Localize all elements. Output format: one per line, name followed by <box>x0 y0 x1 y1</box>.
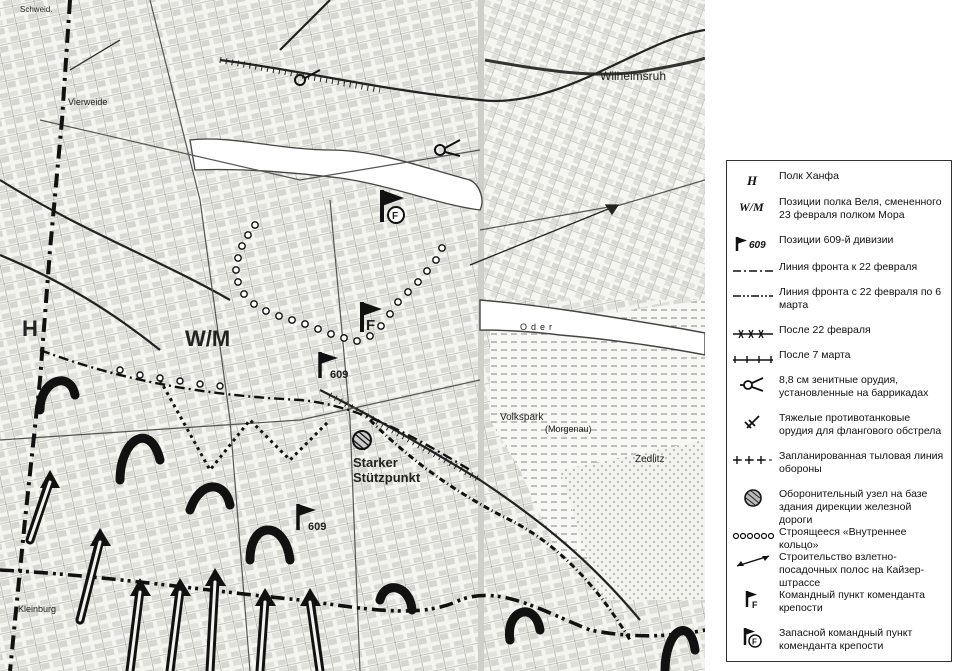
dashdotdot-line-icon <box>727 283 779 309</box>
legend-item-inner-ring <box>727 523 951 551</box>
legend-item-railway-node <box>727 485 951 526</box>
legend-text: 8,8 см зенитные орудия, установленные на баррикадах <box>779 374 929 399</box>
legend-item-front-feb22-mar6 <box>727 283 951 321</box>
legend-item-after-feb22 <box>727 321 951 346</box>
district-label-morgenau: (Morgenau) <box>545 424 592 434</box>
pf-circle-icon <box>727 624 779 650</box>
cross-line-icon <box>727 321 779 347</box>
svg-text:609: 609 <box>749 240 766 251</box>
district-label-wilhelmsruh: Wilhelmsruh <box>600 69 667 83</box>
legend-text: Запланированная тыловая линия обороны <box>779 450 944 475</box>
hatched-circle-icon <box>727 485 779 511</box>
stronghold-label-line1: Starker <box>353 455 398 470</box>
legend-item-command-post <box>727 586 951 624</box>
flak-gun-icon <box>727 371 779 397</box>
legend-text: Позиции 609-й дивизии <box>779 234 894 246</box>
legend-item-609 <box>727 231 951 258</box>
plus-line-icon <box>727 447 779 473</box>
legend-text: Командный пункт коменданта крепости <box>779 589 925 614</box>
river-label-oder: Oder <box>520 322 557 332</box>
district-label-kleinburg: Kleinburg <box>18 604 57 614</box>
pf-icon <box>727 586 779 612</box>
legend-item-runway <box>727 548 951 589</box>
legend-text: Линия фронта с 22 февраля по 6 марта <box>779 286 942 311</box>
wm-icon <box>727 193 779 219</box>
dashdot-line-icon <box>727 258 779 284</box>
legend-text: После 7 марта <box>779 349 851 361</box>
p609-icon <box>727 231 779 257</box>
legend-text: Строительство взлетно-посадочных полос на Кайзер-штрассе <box>779 551 925 589</box>
legend-item-hanf <box>727 167 951 193</box>
legend-item-front-feb22 <box>727 258 951 283</box>
legend-text: Полк Ханфа <box>779 170 839 182</box>
legend-text: Тяжелые противотанковые орудия для флангового обстрела <box>779 412 942 437</box>
legend-item-reserve-command-post <box>727 624 951 662</box>
legend-text: Строящееся «Внутреннее кольцо» <box>779 526 907 551</box>
legend-item-wm <box>727 193 951 231</box>
unit-label-h: H <box>22 316 38 341</box>
svg-text:W/M: W/M <box>739 200 764 214</box>
unit-label-609-south: 609 <box>308 521 327 533</box>
legend-item-after-mar7 <box>727 346 951 371</box>
svg-text:H: H <box>747 173 758 188</box>
legend-text: Запасной командный пункт коменданта крепости <box>779 627 913 652</box>
unit-label-wm: W/M <box>185 326 231 351</box>
circle-chain-icon <box>727 523 779 549</box>
command-post-label: F <box>366 317 376 334</box>
antitank-icon <box>727 409 779 435</box>
tick-line-icon <box>727 346 779 372</box>
district-label-vierweide: Vierweide <box>68 97 108 107</box>
unit-label-609-north: 609 <box>330 369 349 381</box>
district-label-zedlitz: Zedlitz <box>635 454 665 465</box>
legend-text: Линия фронта к 22 февраля <box>779 261 918 273</box>
svg-text:F: F <box>752 637 757 647</box>
svg-text:F: F <box>752 600 758 610</box>
legend-item-flak <box>727 371 951 409</box>
city-blocks-northeast <box>480 0 705 300</box>
legend-text: После 22 февраля <box>779 324 871 336</box>
park-label-volkspark: Volkspark <box>500 412 544 423</box>
legend-item-antitank <box>727 409 951 447</box>
legend-text: Оборонительный узел на базе здания дирекции железной дороги <box>779 488 928 526</box>
svg-text:F: F <box>392 211 399 222</box>
stronghold-label-line2: Stützpunkt <box>353 470 421 485</box>
map-legend <box>726 160 952 662</box>
legend-text: Позиции полка Веля, смененного 23 февраля полком Мора <box>779 196 942 221</box>
h-icon <box>727 167 779 193</box>
legend-item-rear-line <box>727 447 951 485</box>
district-label-schweid: Schweid. <box>20 5 53 14</box>
double-arrow-icon <box>727 548 779 574</box>
